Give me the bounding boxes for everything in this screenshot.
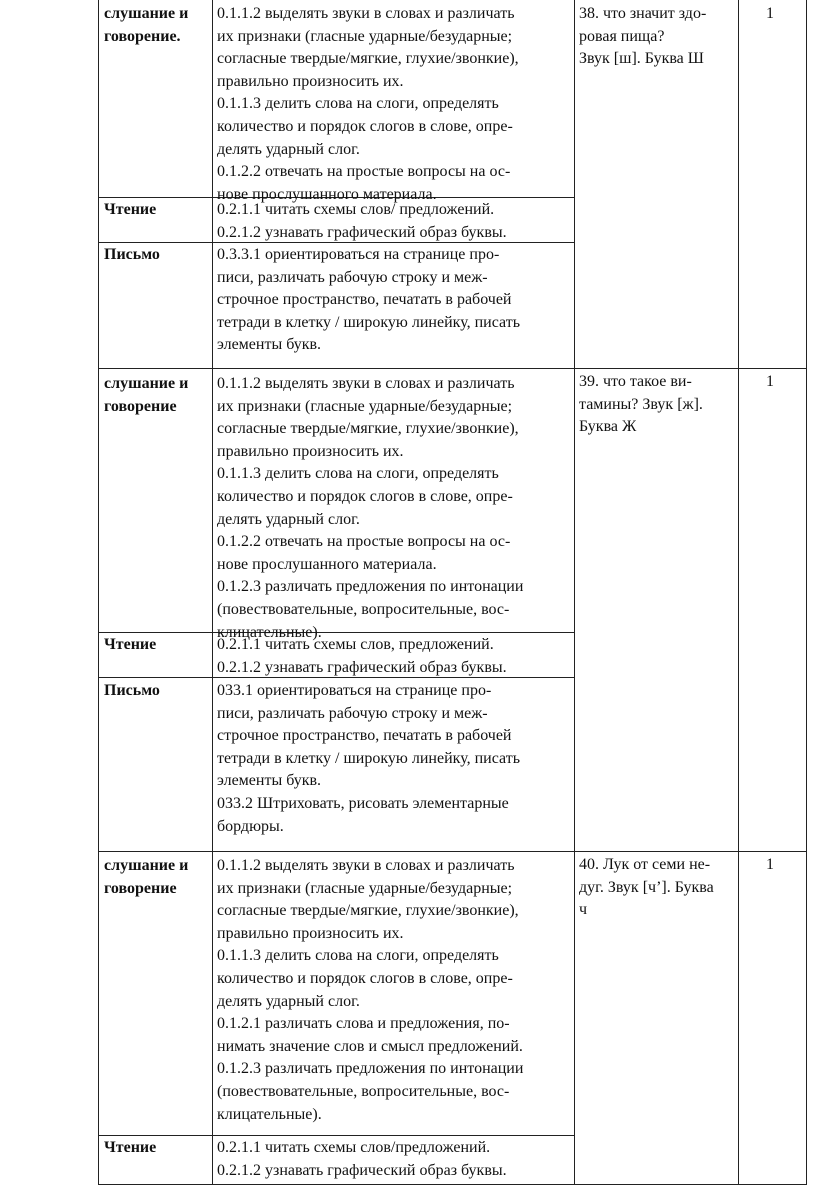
- objectives-text: [217, 680, 571, 838]
- objectives-text-line: 0.1.2.2 отвечать на простые вопросы на ос-: [217, 163, 511, 181]
- objectives-text-line: писи, различать рабочую строку и меж-: [217, 704, 488, 722]
- lesson-topic: [579, 3, 735, 71]
- hours-value: 1: [766, 856, 774, 873]
- row-divider: [98, 368, 807, 369]
- hours-value: 1: [766, 373, 774, 390]
- lesson-topic-line: ч: [579, 901, 588, 919]
- objectives-text-line: их признаки (гласные ударные/безударные;: [217, 397, 513, 415]
- objectives-text-line: 0.2.1.2 узнавать графический образ буквы.: [217, 1161, 507, 1179]
- objectives-text: [217, 199, 571, 244]
- objectives-text: [217, 244, 571, 357]
- lesson-topic: [579, 854, 735, 922]
- objectives-text-line: 0.3.3.1 ориентироваться на странице про-: [217, 246, 500, 263]
- skill-label: [104, 244, 210, 267]
- objectives-text-line: количество и порядок слогов в слове, опре-: [217, 487, 513, 505]
- objectives-text-line: количество и порядок слогов в слове, опре-: [217, 117, 513, 135]
- skill-label: [104, 373, 210, 418]
- skill-label-line: слушание и: [104, 857, 189, 874]
- objectives-text-line: правильно произносить их.: [217, 924, 404, 942]
- objectives-text-line: клицательные).: [217, 623, 322, 641]
- objectives-text-line: элементы букв.: [217, 336, 322, 354]
- objectives-text-line: (повествовательные, вопросительные, вос-: [217, 600, 510, 618]
- skill-label: [104, 680, 210, 703]
- objectives-text-line: бордюры.: [217, 817, 284, 835]
- column-divider: [806, 0, 807, 1184]
- skill-label-line: Письмо: [104, 246, 160, 263]
- objectives-text-line: делять ударный слог.: [217, 140, 360, 158]
- objectives-text-line: 0.1.1.3 делить слова на слоги, определять: [217, 95, 499, 113]
- skill-label: [104, 855, 210, 900]
- objectives-text-line: 0.2.1.2 узнавать графический образ буквы.: [217, 223, 507, 241]
- lesson-topic-line: ровая пища?: [579, 27, 665, 45]
- objectives-text-line: их признаки (гласные ударные/безударные;: [217, 27, 513, 45]
- objectives-text-line: 0.1.1.3 делить слова на слоги, определять: [217, 465, 499, 483]
- skill-label-line: Чтение: [104, 1139, 157, 1156]
- row-divider: [98, 1184, 807, 1185]
- objectives-text-line: 0.1.1.2 выделять звуки в словах и различать: [217, 5, 515, 22]
- lesson-topic-line: Буква Ж: [579, 418, 637, 436]
- skill-label-line: Чтение: [104, 201, 157, 218]
- objectives-text-line: делять ударный слог.: [217, 992, 360, 1010]
- skill-label-line: Чтение: [104, 636, 157, 653]
- objectives-text-line: 0.2.1.1 читать схемы слов, предложений.: [217, 636, 494, 653]
- objectives-text-line: нове прослушанного материала.: [217, 555, 437, 573]
- column-divider: [738, 0, 739, 1184]
- lesson-topic-line: 40. Лук от семи не-: [579, 856, 711, 873]
- lesson-topic: [579, 371, 735, 439]
- hours-value: 1: [766, 5, 774, 22]
- objectives-text-line: нове прослушанного материала.: [217, 185, 437, 203]
- objectives-text-line: правильно произносить их.: [217, 72, 404, 90]
- lesson-topic-line: Звук [ш]. Буква Ш: [579, 50, 704, 68]
- objectives-text-line: 033.1 ориентироваться на странице про-: [217, 682, 492, 699]
- objectives-text-line: тетради в клетку / широкую линейку, писать: [217, 313, 520, 331]
- objectives-text-line: строчное пространство, печатать в рабочей: [217, 291, 512, 309]
- objectives-text-line: (повествовательные, вопросительные, вос-: [217, 1082, 510, 1100]
- objectives-text-line: 0.1.2.3 различать предложения по интонации: [217, 1060, 524, 1078]
- column-divider: [98, 0, 99, 1184]
- skill-label: [104, 3, 210, 48]
- objectives-text: [217, 855, 571, 1126]
- objectives-text-line: 0.1.2.1 различать слова и предложения, по-: [217, 1015, 510, 1033]
- objectives-text: [217, 3, 571, 206]
- skill-label-line: говорение.: [104, 27, 181, 45]
- objectives-text-line: 0.1.1.3 делить слова на слоги, определять: [217, 947, 499, 965]
- row-divider: [98, 851, 807, 852]
- objectives-text-line: согласные твердые/мягкие, глухие/звонкие),: [217, 902, 519, 920]
- skill-label: [104, 634, 210, 657]
- objectives-text: [217, 1137, 571, 1182]
- objectives-text-line: 0.1.1.2 выделять звуки в словах и различать: [217, 857, 515, 874]
- objectives-text-line: 0.1.1.2 выделять звуки в словах и различать: [217, 375, 515, 392]
- row-divider: [98, 1135, 575, 1136]
- objectives-text-line: 033.2 Штриховать, рисовать элементарные: [217, 794, 509, 812]
- objectives-text: [217, 373, 571, 644]
- objectives-text-line: 0.1.2.2 отвечать на простые вопросы на ос-: [217, 533, 511, 551]
- lesson-topic-line: дуг. Звук [ч’]. Буква: [579, 878, 714, 896]
- column-divider: [574, 0, 575, 1184]
- objectives-text-line: согласные твердые/мягкие, глухие/звонкие),: [217, 420, 519, 438]
- objectives-text-line: правильно произносить их.: [217, 442, 404, 460]
- objectives-text-line: их признаки (гласные ударные/безударные;: [217, 879, 513, 897]
- skill-label: [104, 199, 210, 222]
- objectives-text-line: 0.1.2.3 различать предложения по интонации: [217, 578, 524, 596]
- lesson-topic-line: 38. что значит здо-: [579, 5, 707, 22]
- lesson-topic-line: 39. что такое ви-: [579, 373, 692, 390]
- objectives-text-line: количество и порядок слогов в слове, опре-: [217, 969, 513, 987]
- objectives-text-line: элементы букв.: [217, 772, 322, 790]
- objectives-text-line: 0.2.1.1 читать схемы слов/ предложений.: [217, 201, 495, 218]
- objectives-text-line: согласные твердые/мягкие, глухие/звонкие),: [217, 50, 519, 68]
- objectives-text-line: строчное пространство, печатать в рабочей: [217, 727, 512, 745]
- objectives-text-line: делять ударный слог.: [217, 510, 360, 528]
- objectives-text-line: нимать значение слов и смысл предложений.: [217, 1037, 523, 1055]
- objectives-text-line: 0.2.1.1 читать схемы слов/предложений.: [217, 1139, 491, 1156]
- column-divider: [212, 0, 213, 1184]
- skill-label-line: слушание и: [104, 5, 189, 22]
- skill-label-line: слушание и: [104, 375, 189, 392]
- skill-label-line: Письмо: [104, 682, 160, 699]
- lesson-topic-line: тамины? Звук [ж].: [579, 395, 703, 413]
- skill-label-line: говорение: [104, 879, 177, 897]
- objectives-text-line: клицательные).: [217, 1105, 322, 1123]
- objectives-text-line: 0.2.1.2 узнавать графический образ буквы.: [217, 658, 507, 676]
- objectives-text-line: писи, различать рабочую строку и меж-: [217, 268, 488, 286]
- skill-label-line: говорение: [104, 397, 177, 415]
- objectives-text: [217, 634, 571, 679]
- skill-label: [104, 1137, 210, 1160]
- objectives-text-line: тетради в клетку / широкую линейку, писать: [217, 749, 520, 767]
